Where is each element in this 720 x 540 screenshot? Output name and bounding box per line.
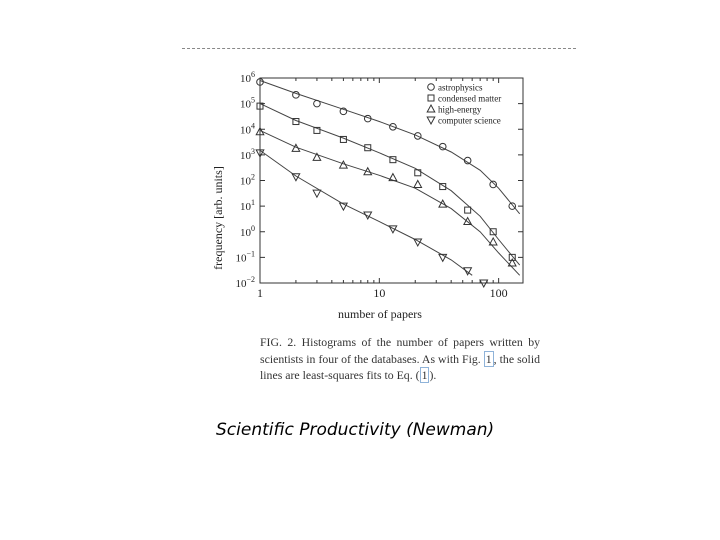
y-tick-label: $10^6$ bbox=[240, 70, 255, 85]
data-point-astrophysics bbox=[314, 100, 321, 107]
y-tick-label: $10^{-1}$ bbox=[235, 249, 255, 265]
figure-reference-link[interactable]: 1 bbox=[485, 351, 492, 366]
figure-caption bbox=[260, 334, 540, 384]
y-tick-label: $10^3$ bbox=[240, 146, 255, 162]
x-axis-label: number of papers bbox=[338, 307, 422, 321]
data-point-astrophysics bbox=[293, 92, 300, 99]
y-tick-label: $10^4$ bbox=[240, 121, 255, 137]
legend-label: high-energy bbox=[438, 104, 482, 115]
y-axis-label: frequency [arb. units] bbox=[211, 166, 225, 270]
legend-marker bbox=[428, 84, 435, 91]
y-tick-label: $10^2$ bbox=[240, 172, 255, 188]
slide-caption: Scientific Productivity (Newman) bbox=[216, 420, 495, 440]
legend-label: computer science bbox=[438, 115, 501, 126]
header-rule bbox=[182, 48, 576, 49]
equation-reference-link[interactable]: 1 bbox=[421, 368, 428, 382]
y-tick-label: $10^5$ bbox=[240, 95, 255, 111]
x-tick-label: 10 bbox=[373, 286, 386, 300]
x-tick-label: 100 bbox=[489, 286, 508, 300]
y-tick-label: $10^1$ bbox=[240, 198, 255, 214]
data-point-astrophysics bbox=[509, 203, 516, 210]
legend-marker bbox=[427, 117, 435, 124]
chart-plot bbox=[205, 68, 535, 323]
figure-caption-text: Histograms of the number of papers written by scientists in four of the databases. As with Fig. bbox=[260, 335, 541, 366]
legend-marker bbox=[427, 105, 435, 112]
data-point-condensed-matter bbox=[465, 207, 471, 213]
figure-caption-label: FIG. 2. bbox=[260, 335, 297, 349]
equation-ref-close: ). bbox=[429, 368, 437, 382]
fit-line bbox=[260, 130, 520, 275]
legend-marker bbox=[428, 95, 434, 101]
figure-caption-text-2: , the solid lines are least-squares fits to Eq. bbox=[260, 351, 541, 382]
data-point-computer-science bbox=[313, 190, 321, 197]
data-point-astrophysics bbox=[490, 181, 497, 188]
legend-label: astrophysics bbox=[438, 82, 483, 93]
y-tick-label: $10^0$ bbox=[240, 223, 255, 239]
y-tick-label: $10^{-2}$ bbox=[235, 275, 255, 290]
equation-ref-open: ( bbox=[415, 368, 420, 382]
data-point-high-energy bbox=[414, 180, 422, 187]
legend-label: condensed matter bbox=[438, 93, 502, 104]
chart-legend bbox=[427, 83, 501, 126]
x-tick-label: 1 bbox=[257, 286, 263, 300]
